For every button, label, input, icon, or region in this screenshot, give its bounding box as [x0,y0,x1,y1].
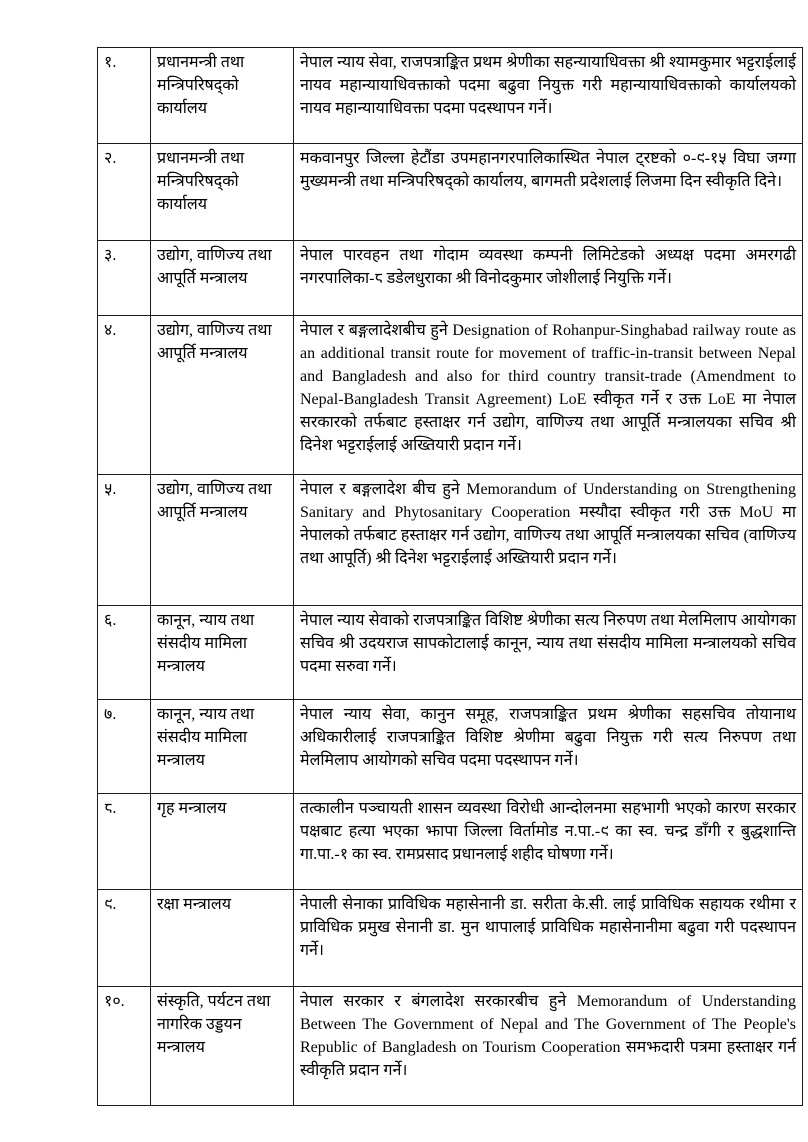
decision-text: मकवानपुर जिल्ला हेटौंडा उपमहानगरपालिकास्थित नेपाल ट्रष्टको ०-९-१५ विघा जग्गा मुख्यमन्त्री तथा मन्त्रिपरिषद्को कार्यालय, बागमती प्रदेशलाई लिजमा दिन स्वीकृति दिने। [300,150,796,190]
ministry-cell [151,475,294,606]
decision-text: नेपाल पारवहन तथा गोदाम व्यवस्था कम्पनी लिमिटेडको अध्यक्ष पदमा अमरगढी नगरपालिका-८ डडेलधुराका श्री विनोदकुमार जोशीलाई नियुक्ति गर्ने। [300,247,796,287]
ministry-name: रक्षा मन्त्रालय [157,896,232,913]
table-row [98,890,803,987]
decision-text: नेपाल न्याय सेवाको राजपत्राङ्कित विशिष्ट श्रेणीका सत्य निरुपण तथा मेलमिलाप आयोगका सचिव श्री उदयराज सापकोटालाई कानून, न्याय तथा संसदीय मामिला मन्त्रालयको सचिव पदमा सरुवा गर्ने। [300,612,796,675]
serial-number-cell [98,700,151,794]
ministry-cell [151,241,294,316]
serial-number: ४. [104,322,117,339]
decision-cell [294,241,803,316]
serial-number: २. [104,150,117,167]
serial-number: ६. [104,612,117,629]
ministry-name: प्रधानमन्त्री तथा मन्त्रिपरिषद्को कार्यालय [157,150,245,213]
ministry-cell [151,890,294,987]
table-row [98,316,803,475]
decision-text: नेपाली सेनाका प्राविधिक महासेनानी डा. सरीता के.सी. लाई प्राविधिक सहायक रथीमा र प्राविधिक प्रमुख सेनानी डा. मुन थापालाई प्राविधिक महासेनानीमा बढुवा गरी पदस्थापन गर्ने। [300,896,796,959]
serial-number: १०. [104,993,125,1010]
serial-number-cell [98,316,151,475]
decision-cell [294,144,803,241]
ministry-name: गृह मन्त्रालय [157,800,227,817]
ministry-name: संस्कृति, पर्यटन तथा नागरिक उड्डयन मन्त्रालय [157,993,271,1056]
table-row [98,475,803,606]
decision-cell [294,606,803,700]
serial-number-cell [98,475,151,606]
ministry-cell [151,48,294,144]
table-row [98,144,803,241]
ministry-name: उद्योग, वाणिज्य तथा आपूर्ति मन्त्रालय [157,481,272,521]
decision-text: नेपाल र बङ्गलादेशबीच हुने Designation of Rohanpur-Singhabad railway route as an additional transit route for movement of traffic-in-transit between Nepal and Bangladesh and also for third country transit-trade (Amendment to Nepal-Bangladesh Transit Agreement) LoE स्वीकृत गर्ने र उक्त LoE मा नेपाल सरकारको तर्फबाट हस्ताक्षर गर्न उद्योग, वाणिज्य तथा आपूर्ति मन्त्रालयका सचिव श्री दिनेश भट्टराईलाई अख्तियारी प्रदान गर्ने। [300,322,796,454]
serial-number: ३. [104,247,117,264]
ministry-cell [151,794,294,890]
decision-text: नेपाल न्याय सेवा, राजपत्राङ्कित प्रथम श्रेणीका सहन्यायाधिवक्ता श्री श्यामकुमार भट्टराईलाई नायव महान्यायाधिवक्ताको पदमा बढुवा नियुक्त गरी महान्यायाधिवक्ताको कार्यालयको नायव महान्यायाधिवक्ता पदमा पदस्थापन गर्ने। [300,54,796,117]
ministry-cell [151,144,294,241]
serial-number: १. [104,54,117,71]
table-row [98,241,803,316]
ministry-name: प्रधानमन्त्री तथा मन्त्रिपरिषद्को कार्यालय [157,54,245,117]
decision-cell [294,316,803,475]
decision-cell [294,890,803,987]
table-body [98,48,803,1106]
ministry-name: उद्योग, वाणिज्य तथा आपूर्ति मन्त्रालय [157,322,272,362]
serial-number: ८. [104,800,117,817]
decision-text: नेपाल सरकार र बंगलादेश सरकारबीच हुने Memorandum of Understanding Between The Government of Nepal and The Government of The People's Republic of Bangladesh on Tourism Cooperation समझदारी पत्रमा हस्ताक्षर गर्न स्वीकृति प्रदान गर्ने। [300,993,796,1079]
decision-cell [294,475,803,606]
table-row [98,700,803,794]
decision-cell [294,794,803,890]
serial-number-cell [98,794,151,890]
serial-number-cell [98,890,151,987]
decision-cell [294,48,803,144]
decision-text: नेपाल न्याय सेवा, कानुन समूह, राजपत्राङ्कित प्रथम श्रेणीका सहसचिव तोयानाथ अधिकारीलाई राजपत्राङ्कित विशिष्ट श्रेणीमा बढुवा नियुक्त गरी सत्य निरुपण तथा मेलमिलाप आयोगको सचिव पदमा पदस्थापन गर्ने। [300,706,796,769]
serial-number: ९. [104,896,117,913]
ministry-cell [151,700,294,794]
cabinet-decisions-table [97,47,803,1106]
ministry-name: कानून, न्याय तथा संसदीय मामिला मन्त्रालय [157,612,255,675]
ministry-cell [151,606,294,700]
serial-number-cell [98,144,151,241]
decision-text: नेपाल र बङ्गलादेश बीच हुने Memorandum of Understanding on Strengthening Sanitary and Phytosanitary Cooperation मस्यौदा स्वीकृत गरी उक्त MoU मा नेपालको तर्फबाट हस्ताक्षर गर्न उद्योग, वाणिज्य तथा आपूर्ति मन्त्रालयका सचिव (वाणिज्य तथा आपूर्ति) श्री दिनेश भट्टराईलाई अख्तियारी प्रदान गर्ने। [300,481,796,567]
table-row [98,48,803,144]
ministry-cell [151,987,294,1106]
ministry-name: कानून, न्याय तथा संसदीय मामिला मन्त्रालय [157,706,255,769]
serial-number-cell [98,241,151,316]
serial-number-cell [98,987,151,1106]
serial-number-cell [98,48,151,144]
ministry-name: उद्योग, वाणिज्य तथा आपूर्ति मन्त्रालय [157,247,272,287]
serial-number: ७. [104,706,117,723]
decision-cell [294,987,803,1106]
decision-text: तत्कालीन पञ्चायती शासन व्यवस्था विरोधी आन्दोलनमा सहभागी भएको कारण सरकार पक्षबाट हत्या भएका झापा जिल्ला विर्तामोड न.पा.-९ का स्व. चन्द्र डाँगी र बुद्धशान्ति गा.पा.-१ का स्व. रामप्रसाद प्रधानलाई शहीद घोषणा गर्ने। [300,800,796,863]
serial-number-cell [98,606,151,700]
decision-cell [294,700,803,794]
table-row [98,606,803,700]
serial-number: ५. [104,481,117,498]
ministry-cell [151,316,294,475]
table-row [98,987,803,1106]
table-row [98,794,803,890]
